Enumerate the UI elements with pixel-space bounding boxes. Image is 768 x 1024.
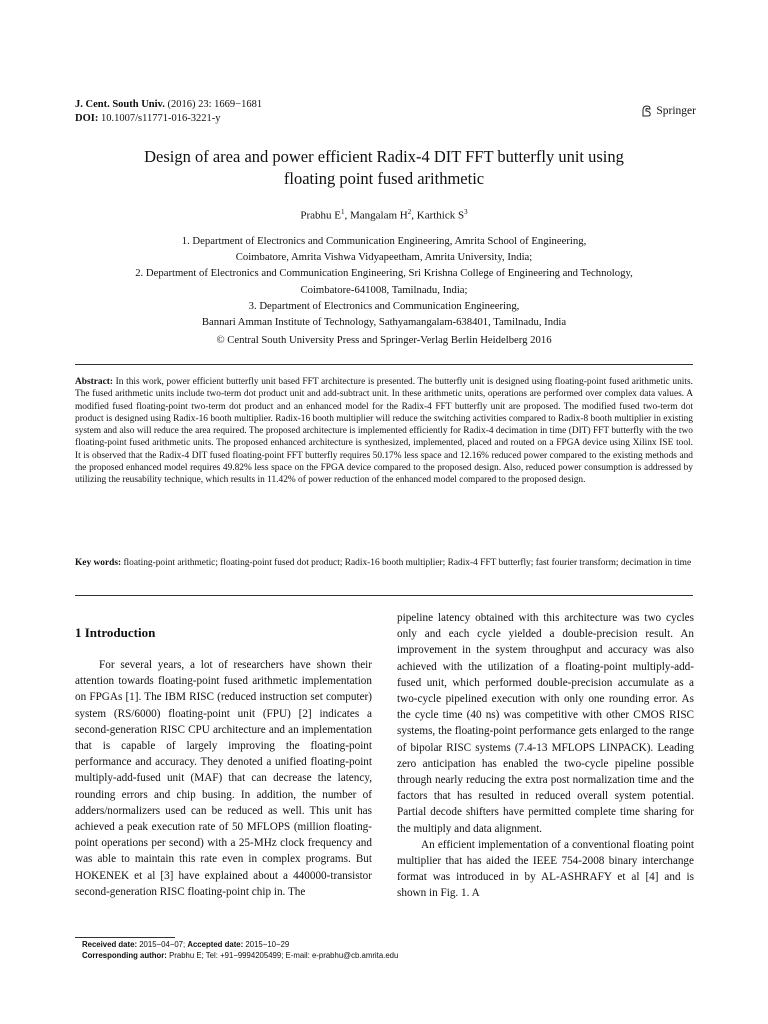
body-paragraph: pipeline latency obtained with this architecture was two cycles only and each cycle yielded a double-precision result. An improvement in the system throughput and accuracy was also achieved with the utilization of a floating-point multiply-add-fused unit, which performed double-precision accumulate as a two-cycle pipelined execution with only one rounding error. As the cycle time (40 ns) was competitive with other CMOS RISC systems, the floating-point performance gets enlarged to the range of bipolar RISC systems (7.4-13 MFLOPS LINPACK). Leading zero anticipation has enabled the two-cycle pipeline possible through nearly reducing the extra post normalization time and the factors that has resulted in reduced overall system potential. Partial decode shifters have permitted complete time sharing for the multiply and data alignment.	[397, 612, 694, 835]
section-heading: 1 Introduction	[75, 625, 156, 640]
abstract	[75, 376, 693, 487]
author-sep: ,	[344, 209, 351, 222]
author-2: Mangalam H	[350, 209, 408, 222]
right-column	[397, 610, 694, 902]
affiliation-line: 1. Department of Electronics and Communication Engineering, Amrita School of Engineering,	[181, 235, 587, 247]
affiliation-line: Coimbatore-641008, Tamilnadu, India;	[300, 283, 468, 296]
doi-value: 10.1007/s11771-016-3221-y	[98, 113, 221, 124]
copyright-notice: © Central South University Press and Springer-Verlag Berlin Heidelberg 2016	[216, 334, 552, 346]
body-paragraph: For several years, a lot of researchers have shown their attention towards floating-point fused arithmetic implementation on FPGAs [1]. The IBM RISC (reduced instruction set computer) system (RS/6000) floating-point unit (FPU) [2] indicates a second-generation RISC CPU architecture and an implementation that is capable of largely improving the floating-point performance and accuracy. They denoted a unified floating-point multiply-add-fused unit (MAF) that can decrease the latency, rounding errors and chip busing. In addition, the number of adders/normalizers used can be reduced as well. This unit has achieved a peak execution rate of 50 MFLOPS (million floating-point operations per second) with a 25-MHz clock frequency and was able to maintain this rate even in complex programs. But HOKENEK et al [3] have explained about a 440000-transistor second-generation RISC floating-point chip in. The	[75, 659, 372, 898]
title-line-2: floating point fused arithmetic	[283, 169, 485, 188]
author-1-sup: 1	[341, 208, 345, 216]
keywords-label: Key words:	[75, 558, 122, 568]
abstract-label: Abstract:	[75, 377, 114, 387]
accepted-value: 2015−10−29	[243, 940, 290, 949]
divider	[75, 595, 693, 596]
title-line-1: Design of area and power efficient Radix-4 DIT FFT butterfly unit using	[144, 147, 624, 166]
journal-name: J. Cent. South Univ.	[75, 99, 165, 110]
footnote-rule	[75, 937, 175, 938]
corresponding-value: Prabhu E; Tel: +91−9994205499; E-mail: e-prabhu@cb.amrita.edu	[166, 951, 399, 960]
divider	[75, 364, 693, 365]
doi-line	[75, 112, 262, 126]
body-paragraph: An efficient implementation of a conventional floating point multiplier that has aided the IEEE 754-2008 binary interchange format was introduced in by AL-ASHRAFY et al [4] and is shown in Fig. 1. A	[397, 838, 694, 900]
abstract-text: In this work, power efficient butterfly unit based FFT architecture is presented. The butterfly unit is designed using floating-point fused arithmetic units. The fused arithmetic units include two-term dot product unit and add-subtract unit. In these arithmetic units, operations are performed over complex data values. A modified fused floating-point two-term dot product and an enhanced model for the Radix-4 FFT butterfly unit are proposed. The modified fused two-term dot product is designed using Radix-16 booth multiplier. Radix-16 booth multiplier will reduce the switching activities compared to Radix-8 booth multiplier in existing system and also will reduce the area required. The proposed architecture is implemented efficiently for Radix-4 decimation in time (DIT) FFT butterfly with the two floating-point fused arithmetic units. The proposed enhanced architecture is synthesized, implemented, placed and routed on a FPGA device using Xilinx ISE tool. It is observed that the Radix-4 DIT fused floating-point FFT butterfly requires 50.17% less space and 12.16% reduced power compared to the existing methods and the proposed enhanced model requires 49.82% less space on the FPGA device compared to the proposed design. Also, reduced power consumption is addressed by utilizing the reusability technique, which results in 11.42% of power reduction of the enhanced model compared to the proposed design.	[75, 377, 693, 486]
journal-header	[75, 98, 262, 126]
publisher-logo	[640, 104, 696, 118]
affiliation-line: Bannari Amman Institute of Technology, Sathyamangalam-638401, Tamilnadu, India	[201, 316, 567, 329]
affiliations	[75, 233, 693, 330]
author-1: Prabhu E	[300, 209, 342, 222]
received-label: Received date:	[82, 940, 138, 949]
affiliation-line: Coimbatore, Amrita Vishwa Vidyapeetham, Amrita University, India;	[235, 251, 533, 264]
corresponding-line	[82, 950, 398, 961]
affiliation-line: 3. Department of Electronics and Communication Engineering,	[248, 299, 520, 312]
affiliation-line: 2. Department of Electronics and Communication Engineering, Sri Krishna College of Engineering and Technology,	[135, 267, 633, 280]
footnote	[82, 939, 398, 961]
journal-citation	[75, 98, 262, 112]
author-2-sup: 2	[407, 208, 412, 216]
accepted-label: Accepted date:	[187, 940, 244, 949]
publisher-name: Springer	[656, 105, 696, 117]
author-3-sup: 3	[464, 208, 468, 216]
received-value: 2015−04−07;	[137, 940, 188, 949]
journal-meta: (2016) 23: 1669−1681	[164, 99, 263, 110]
dates-line	[82, 939, 398, 950]
author-3: Karthick S	[416, 209, 465, 222]
keywords-text: floating-point arithmetic; floating-point fused dot product; Radix-16 booth multiplier; Radix-4 FFT butterfly; fast fourier transform; decimation in time	[121, 558, 692, 568]
author-sep: ,	[411, 209, 417, 222]
corresponding-label: Corresponding author:	[82, 951, 167, 960]
left-column	[75, 657, 372, 900]
springer-horse-icon	[640, 104, 653, 118]
paper-title	[75, 146, 693, 190]
doi-label: DOI:	[75, 113, 99, 124]
author-list	[75, 208, 693, 222]
keywords	[75, 557, 693, 569]
